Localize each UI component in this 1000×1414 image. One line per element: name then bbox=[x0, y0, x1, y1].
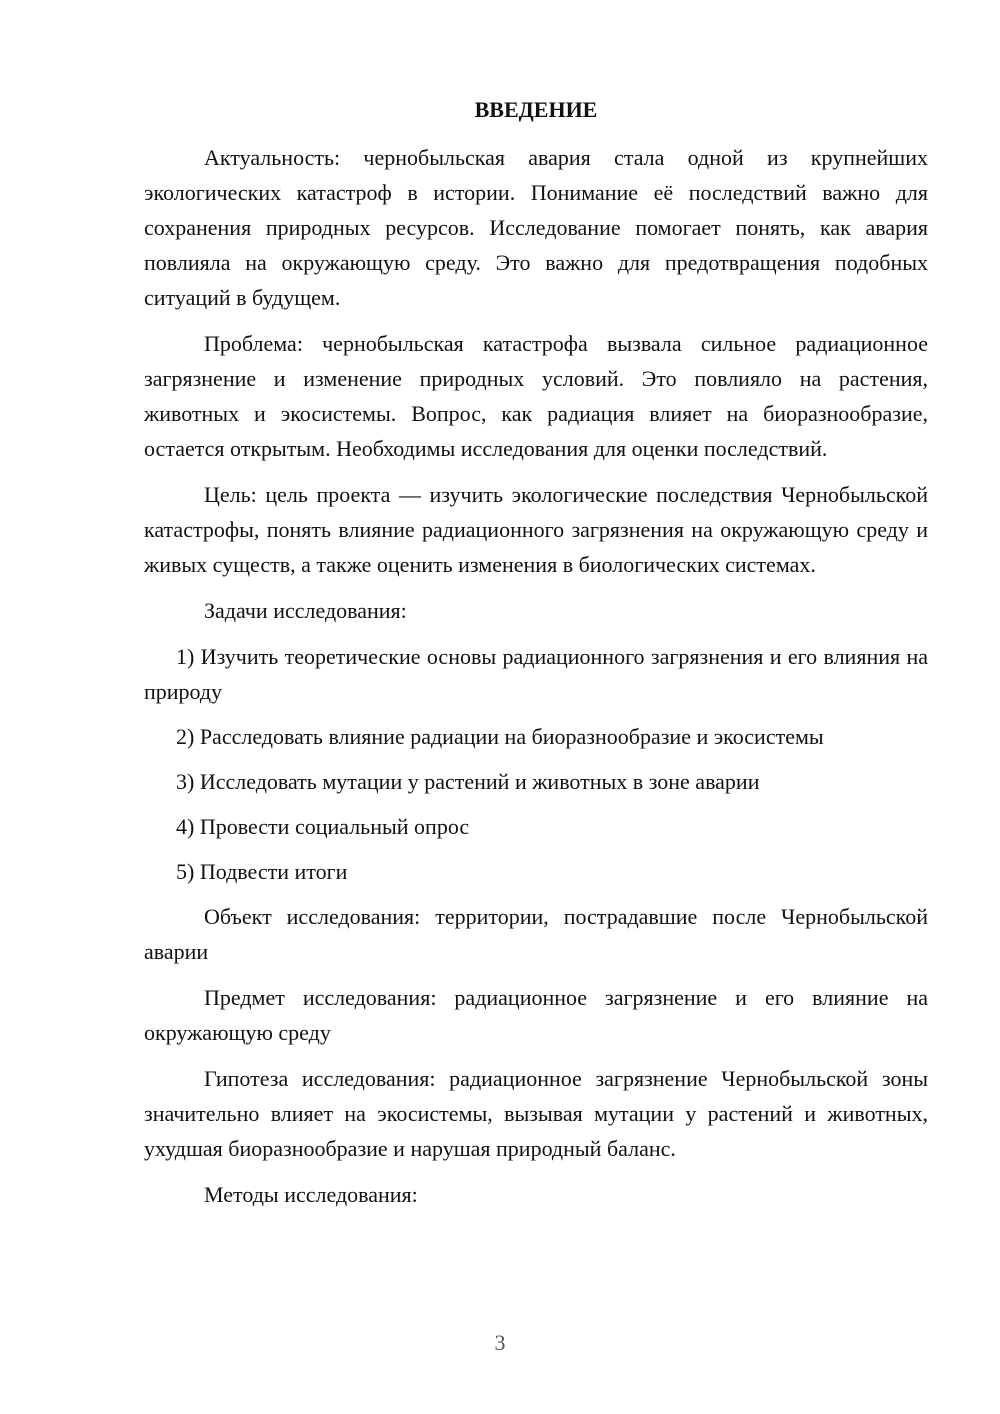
list-item: 3) Исследовать мутации у растений и животных в зоне аварии bbox=[176, 769, 760, 794]
tasks-list bbox=[144, 639, 928, 889]
page-number: 3 bbox=[494, 1330, 506, 1355]
document-page bbox=[144, 88, 928, 1223]
page-title: ВВЕДЕНИЕ bbox=[474, 97, 598, 122]
list-item: 4) Провести социальный опрос bbox=[176, 814, 470, 839]
object-paragraph: Объект исследования: территории, пострадавшие после Чернобыльской аварии bbox=[144, 904, 928, 964]
list-item: 1) Изучить теоретические основы радиационного загрязнения и его влияния на природу bbox=[144, 644, 928, 704]
list-item: 5) Подвести итоги bbox=[176, 859, 348, 884]
list-item: 2) Расследовать влияние радиации на биоразнообразие и экосистемы bbox=[176, 724, 824, 749]
methods-heading: Методы исследования: bbox=[204, 1182, 418, 1207]
tasks-heading: Задачи исследования: bbox=[204, 598, 407, 623]
problem-paragraph: Проблема: чернобыльская катастрофа вызвала сильное радиационное загрязнение и изменение природных условий. Это повлияло на растения, животных и экосистемы. Вопрос, как радиация влияет на биоразнообразие, остается открытым. Необходимы исследования для оценки последствий. bbox=[144, 331, 928, 461]
goal-paragraph: Цель: цель проекта — изучить экологические последствия Чернобыльской катастрофы, понять влияние радиационного загрязнения на окружающую среду и живых существ, а также оценить изменения в биологических системах. bbox=[144, 482, 928, 577]
relevance-paragraph: Актуальность: чернобыльская авария стала одной из крупнейших экологических катастроф в истории. Понимание её последствий важно для сохранения природных ресурсов. Исследование помогает понять, как авария повлияла на окружающую среду. Это важно для предотвращения подобных ситуаций в будущем. bbox=[144, 145, 928, 310]
hypothesis-paragraph: Гипотеза исследования: радиационное загрязнение Чернобыльской зоны значительно влияет на экосистемы, вызывая мутации у растений и животных, ухудшая биоразнообразие и нарушая природный баланс. bbox=[144, 1066, 928, 1161]
subject-paragraph: Предмет исследования: радиационное загрязнение и его влияние на окружающую среду bbox=[144, 985, 928, 1045]
